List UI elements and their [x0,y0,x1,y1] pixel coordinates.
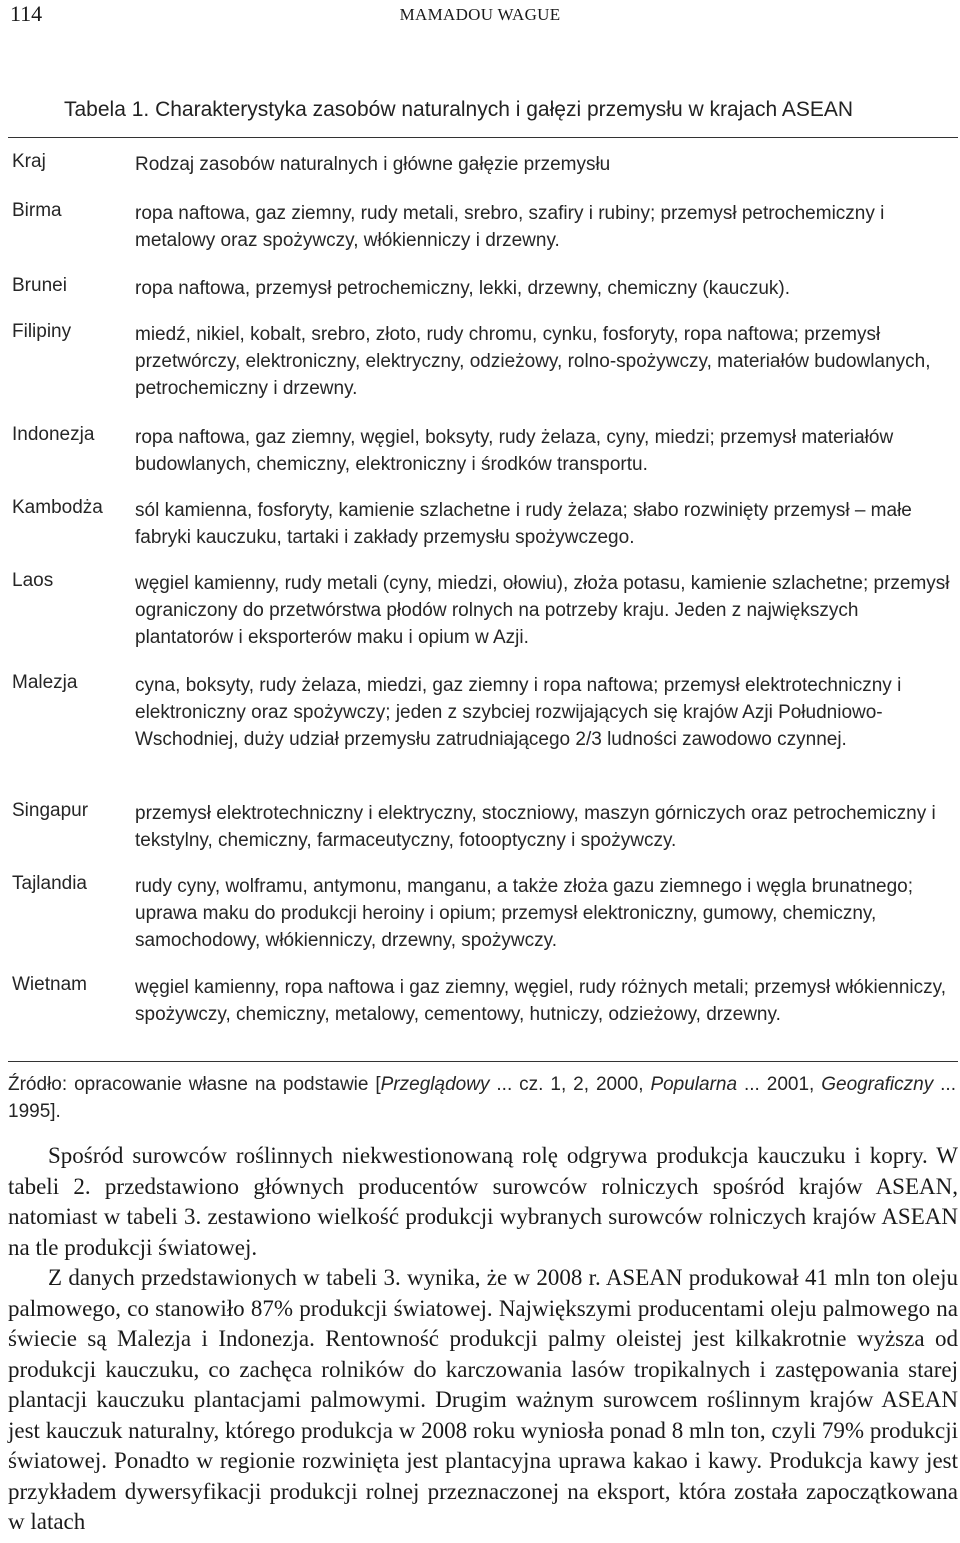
country-name: Tajlandia [12,873,87,894]
country-name: Wietnam [12,974,87,995]
page-number: 114 [10,1,43,26]
table-bottom-rule [8,1061,958,1062]
table-top-rule [8,137,958,138]
column-header-resources: Rodzaj zasobów naturalnych i główne gałęzie przemysłu [135,154,611,175]
source-text: ... cz. 1, 2, 2000, [489,1074,651,1095]
country-description: węgiel kamienny, rudy metali (cyny, miedzi, ołowiu), złoża potasu, kamienie szlachetne; przemysł ograniczony do przetwórstwa płodów rolnych na potrzeby kraju. Jeden z największych plantatorów i eksporterów maku i opium w Azji. [135,573,950,648]
source-ref-geograficzny: Geograficzny [821,1074,934,1095]
country-description: ropa naftowa, gaz ziemny, rudy metali, srebro, szafiry i rubiny; przemysł petrochemiczny i metalowy oraz spożywczy, włókienniczy i drzewny. [135,203,885,251]
source-label: Źródło: opracowanie własne na podstawie [ [8,1074,381,1095]
source-ref-popularna: Popularna [650,1074,738,1095]
paragraph: Z danych przedstawionych w tabeli 3. wynika, że w 2008 r. ASEAN produkował 41 mln ton oleju palmowego, co stanowiło 87% produkcji światowej. Największymi producentami oleju palmowego na świecie są Malezja i Indonezja. Rentowność produkcji palmy oleistej jest kilkakrotnie wyższa od produkcji kauczuku, co zachęca rolników do karczowania lasów tropikalnych i zastępowania starej plantacji kauczuku plantacjami palmowymi. Drugim ważnym surowcem roślinnym krajów ASEAN jest kauczuk naturalny, którego produkcja w 2008 roku wyniosła ponad 8 mln ton, czyli 79% produkcji światowej. Ponadto w regionie rozwinięta jest plantacyjna uprawa kakao i kawy. Produkcja kawy jest przykładem dywersyfikacji produkcji rolnej przeznaczonej na eksport, która została zapoczątkowana w latach [8,1265,958,1534]
country-description: sól kamienna, fosforyty, kamienie szlachetne i rudy żelaza; słabo rozwinięty przemysł – małe fabryki kauczuku, tartaki i zakłady przemysłu spożywczego. [135,500,912,548]
country-name: Singapur [12,800,89,821]
country-name: Birma [12,200,62,221]
country-name: Laos [12,570,54,591]
paragraph: Spośród surowców roślinnych niekwestionowaną rolę odgrywa produkcja kauczuku i kopry. W tabeli 2. przedstawiono głównych producentów surowców rolniczych spośród krajów ASEAN, natomiast w tabeli 3. zestawiono wielkość produkcji wybranych surowców rolniczych krajów ASEAN na tle produkcji światowej. [8,1143,958,1260]
country-description: rudy cyny, wolframu, antymonu, manganu, a także złoża gazu ziemnego i węgla brunatnego; uprawa maku do produkcji heroiny i opium; przemysł elektroniczny, gumowy, chemiczny, samochodowy, włókienniczy, drzewny, spożywczy. [135,876,914,951]
source-text: ... 1995]. [8,1074,956,1122]
source-ref-przegladowy: Przeglądowy [380,1074,490,1095]
body-text [8,1141,958,1538]
country-description: przemysł elektrotechniczny i elektryczny, stoczniowy, maszyn górniczych oraz petrochemiczny i tekstylny, chemiczny, farmaceutyczny, fotooptyczny i spożywczy. [135,803,936,851]
column-header-country: Kraj [12,151,46,172]
country-description: miedź, nikiel, kobalt, srebro, złoto, rudy chromu, cynku, fosforyty, ropa naftowa; przemysł przetwórczy, elektroniczny, elektryczny, odzieżowy, rolno-spożywczy, materiałów budowlanych, petrochemiczny i drzewny. [135,324,931,399]
country-name: Indonezja [12,424,95,445]
country-description: ropa naftowa, przemysł petrochemiczny, lekki, drzewny, chemiczny (kauczuk). [135,278,791,299]
country-name: Brunei [12,275,67,296]
country-name: Filipiny [12,321,72,342]
table-source-note [8,1071,956,1125]
country-description: cyna, boksyty, rudy żelaza, miedzi, gaz ziemny i ropa naftowa; przemysł elektrotechniczny i elektroniczny oraz spożywczy; jeden z szybciej rozwijających się krajów Azji Południowo-Wschodniej, duży udział przemysłu zatrudniającego 2/3 ludności zawodowo czynnej. [135,675,902,750]
country-description: ropa naftowa, gaz ziemny, węgiel, boksyty, rudy żelaza, cyny, miedzi; przemysł materiałów budowlanych, chemiczny, elektroniczny i środków transportu. [135,427,894,475]
country-description: węgiel kamienny, ropa naftowa i gaz ziemny, węgiel, rudy różnych metali; przemysł włókienniczy, spożywczy, chemiczny, metalowy, cementowy, hutniczy, odzieżowy, drzewny. [135,977,946,1025]
running-head: MAMADOU WAGUE [399,5,561,24]
page-header [0,0,960,32]
table-caption: Tabela 1. Charakterystyka zasobów naturalnych i gałęzi przemysłu w krajach ASEAN [64,98,854,121]
country-name: Kambodża [12,497,103,518]
source-text: ... 2001, [737,1074,822,1095]
country-name: Malezja [12,672,78,693]
